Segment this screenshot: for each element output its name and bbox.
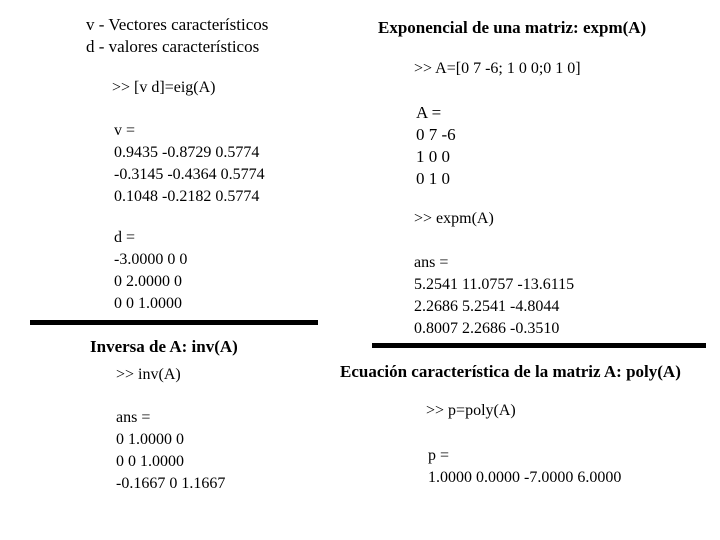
inv-command-text: inv(A) — [138, 366, 181, 383]
a-command-text: A=[0 7 -6; 1 0 0;0 1 0] — [435, 60, 581, 77]
inv-row: -0.1667 0 1.1667 — [116, 475, 226, 492]
expm-title: Exponencial de una matriz: expm(A) — [378, 18, 647, 37]
v-row: 0.1048 -0.2182 0.5774 — [114, 188, 260, 205]
p-result — [428, 445, 621, 489]
expm-row: 5.2541 11.0757 -13.6115 — [414, 276, 575, 293]
v-matrix — [114, 120, 265, 208]
a-matrix — [416, 102, 456, 190]
divider-left — [30, 320, 318, 325]
inv-ans-label: ans = — [116, 409, 151, 426]
expm-result — [414, 252, 574, 340]
d-label: d = — [114, 229, 136, 246]
inv-title: Inversa de A: inv(A) — [90, 337, 238, 356]
divider-right — [372, 343, 706, 348]
a-label: A = — [416, 103, 442, 122]
a-row: 1 0 0 — [416, 147, 450, 166]
inv-row: 0 0 1.0000 — [116, 453, 184, 470]
poly-title: Ecuación característica de la matriz A: poly(A) — [340, 362, 681, 381]
v-label: v = — [114, 122, 136, 139]
v-row: 0.9435 -0.8729 0.5774 — [114, 144, 260, 161]
eig-intro — [86, 14, 268, 58]
prompt: >> — [426, 402, 449, 419]
v-row: -0.3145 -0.4364 0.5774 — [114, 166, 265, 183]
prompt: >> — [116, 366, 139, 383]
d-row: 0 2.0000 0 — [114, 273, 182, 290]
a-row: 0 7 -6 — [416, 125, 456, 144]
a-row: 0 1 0 — [416, 169, 450, 188]
a-command — [414, 61, 581, 77]
expm-row: 0.8007 2.2686 -0.3510 — [414, 320, 560, 337]
intro-line-d: d - valores característicos — [86, 37, 260, 56]
p-row: 1.0000 0.0000 -7.0000 6.0000 — [428, 469, 622, 486]
d-row: 0 0 1.0000 — [114, 295, 182, 312]
poly-command — [426, 403, 516, 419]
prompt: >> — [112, 79, 135, 96]
expm-command — [414, 211, 494, 227]
d-matrix — [114, 227, 187, 315]
inv-row: 0 1.0000 0 — [116, 431, 184, 448]
intro-line-v: v - Vectores característicos — [86, 15, 269, 34]
inv-result — [116, 407, 225, 495]
expm-ans-label: ans = — [414, 254, 449, 271]
prompt: >> — [414, 60, 436, 77]
p-label: p = — [428, 447, 450, 464]
expm-command-text: expm(A) — [436, 210, 494, 227]
eig-command-text: [v d]=eig(A) — [134, 79, 216, 96]
prompt: >> — [414, 210, 437, 227]
d-row: -3.0000 0 0 — [114, 251, 188, 268]
eig-command — [112, 80, 215, 96]
expm-row: 2.2686 5.2541 -4.8044 — [414, 298, 560, 315]
poly-command-text: p=poly(A) — [448, 402, 516, 419]
inv-command — [116, 367, 181, 383]
